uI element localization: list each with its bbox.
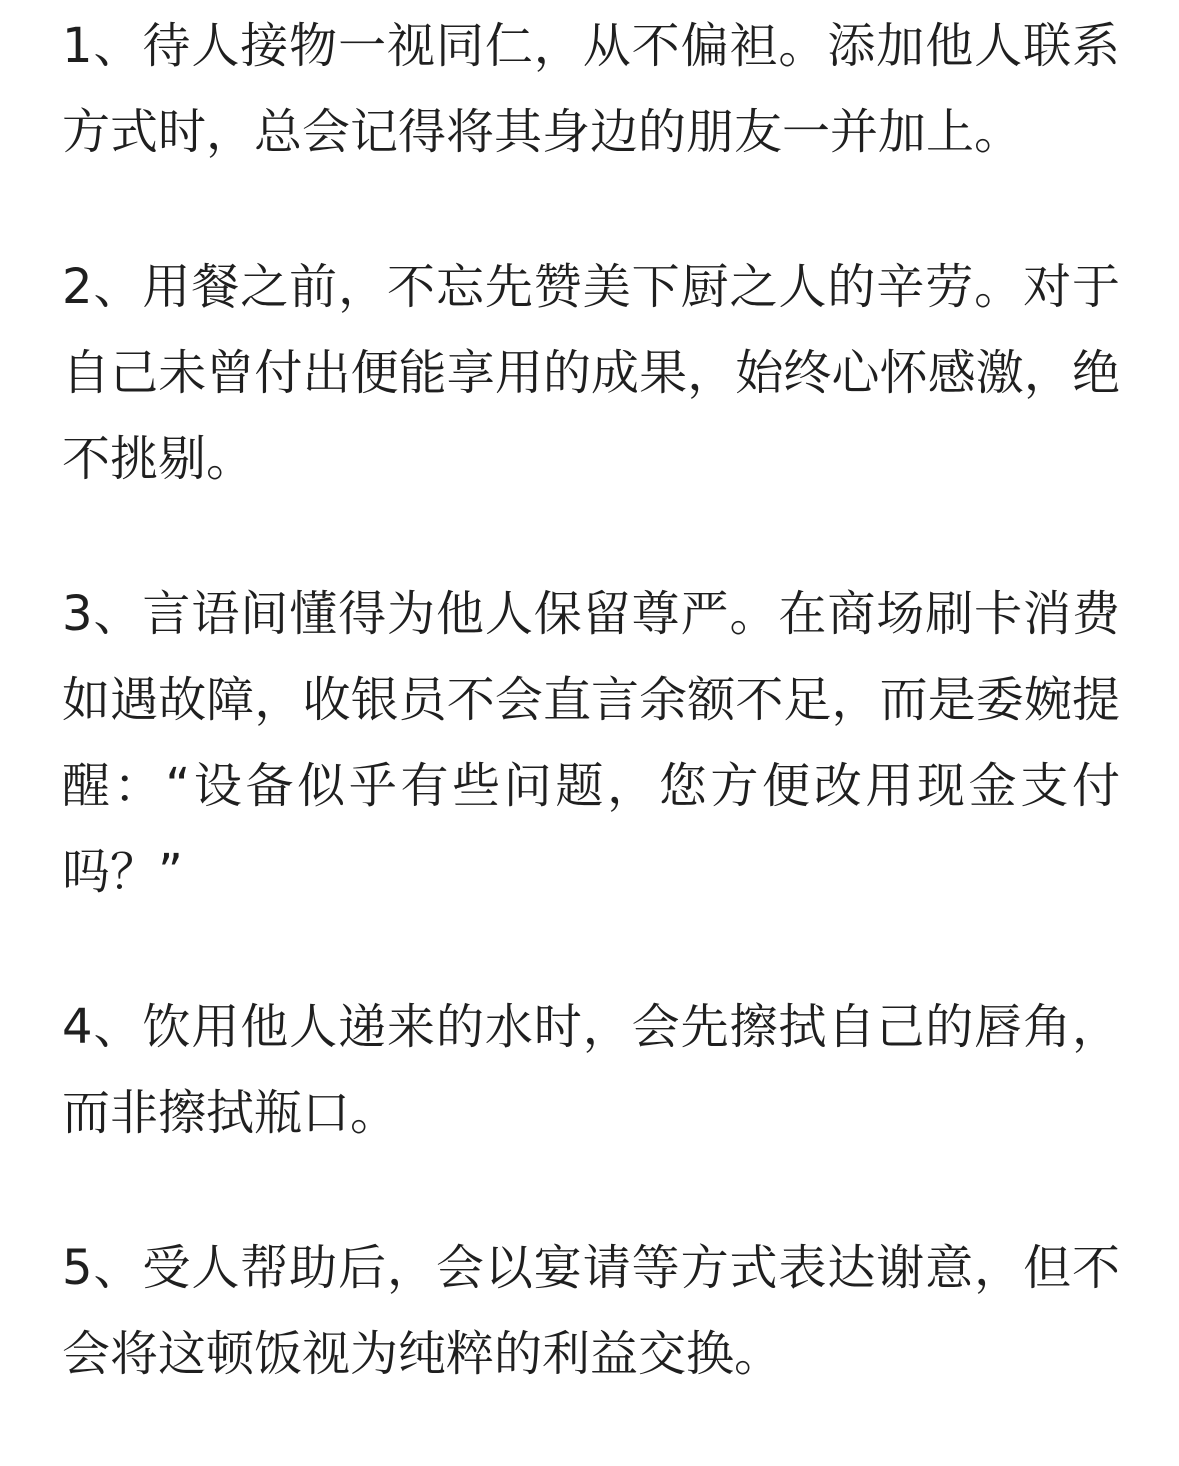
- paragraph-1: 1、待人接物一视同仁，从不偏袒。添加他人联系方式时，总会记得将其身边的朋友一并加上。: [62, 18, 1120, 160]
- paragraph-2: 2、用餐之前，不忘先赞美下厨之人的辛劳。对于自己未曾付出便能享用的成果，始终心怀感激，绝不挑剔。: [62, 259, 1120, 487]
- paragraph-4: 4、饮用他人递来的水时，会先擦拭自己的唇角，而非擦拭瓶口。: [62, 999, 1120, 1141]
- paragraph-5: 5、受人帮助后，会以宴请等方式表达谢意，但不会将这顿饭视为纯粹的利益交换。: [62, 1240, 1120, 1382]
- article-body: [62, 3, 1120, 1466]
- paragraph-3: 3、言语间懂得为他人保留尊严。在商场刷卡消费如遇故障，收银员不会直言余额不足，而是委婉提醒：“设备似乎有些问题，您方便改用现金支付吗？”: [62, 586, 1120, 900]
